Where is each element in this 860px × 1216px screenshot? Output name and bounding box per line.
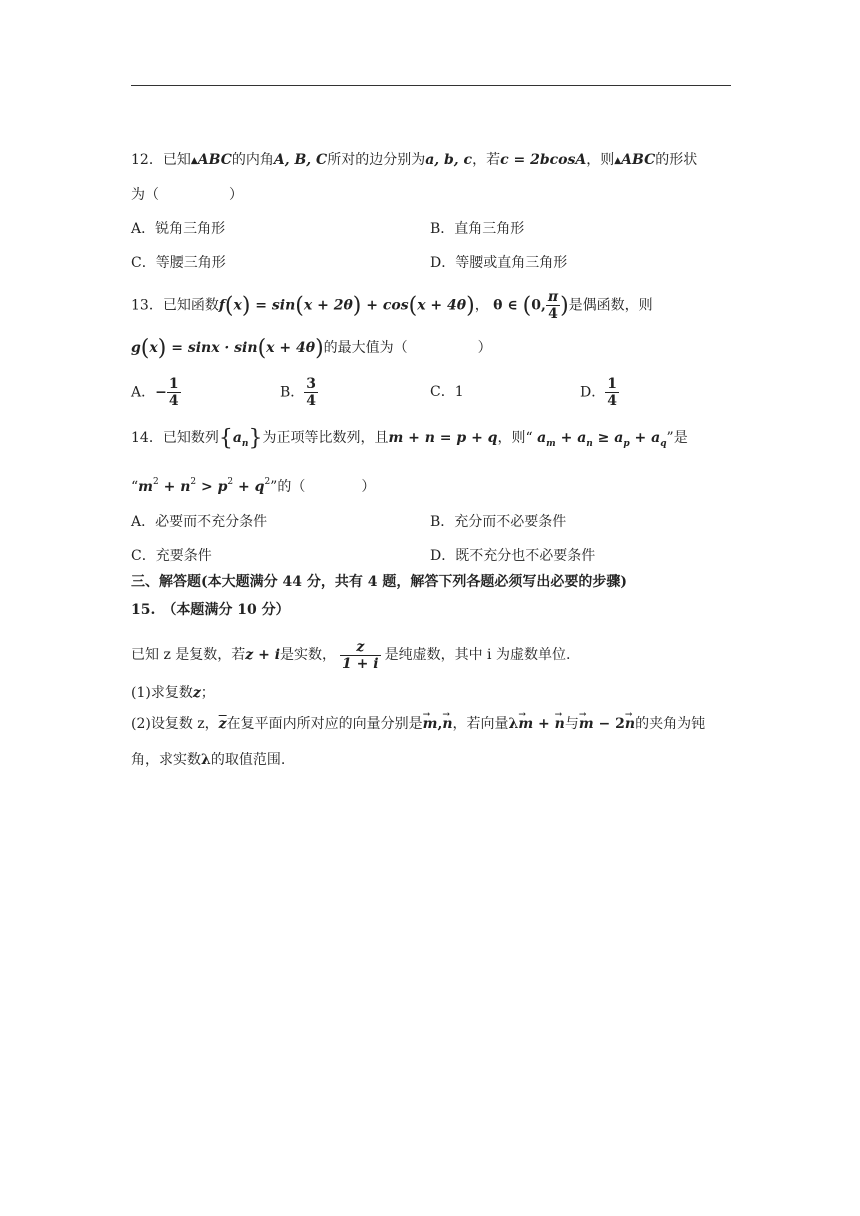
q14-stem-line2: “$m^2 + n^2 > p^2 + q^2$”的（ ） — [131, 477, 376, 495]
q12-option-c: C．等腰三角形 — [131, 255, 226, 271]
q12-stem-line2: 为（ ） — [131, 187, 243, 203]
q13-option-c: C．1 — [430, 384, 464, 400]
triangle-icon: ▲ — [190, 156, 198, 166]
z-over-1-plus-i-fraction: $\frac{z}{1 + i}$ — [342, 638, 379, 672]
q13-option-a: A．− $\frac{1}{4}$ — [131, 376, 179, 409]
q13-option-b: B． $\frac{3}{4}$ — [280, 376, 317, 409]
q13-stem-line1: 13．已知函数f(x) = sin(x + 2θ) + cos(x + 4θ)， θ ∈ (0, $\frac{\pi}{4}$ )是偶函数，则 — [131, 289, 653, 322]
section-heading: 三、解答题(本大题满分 44 分，共有 4 题，解答下列各题必须写出必要的步骤) — [131, 574, 627, 590]
q13-stem-line2: g(x) = sinx · sin(x + 4θ)的最大值为（ ） — [131, 336, 492, 361]
q14-option-b: B．充分而不必要条件 — [430, 514, 567, 530]
q14-option-c: C．充要条件 — [131, 548, 212, 564]
q15-part2-line1: (2)设复数 z，$\overline{z}$在复平面内所对应的向量分别是→ m,→ n，若向量λ→ m + → n与→ m − 2→ n的夹角为钝 — [131, 714, 705, 734]
q15-stem-line1: 已知 z 是复数，若z + i是实数， $\frac{z}{1 + i}$ 是纯虚数，其中 i 为虚数单位. — [131, 638, 571, 672]
q15-part2-line2: 角，求实数λ的取值范围. — [131, 752, 286, 768]
triangle-icon: ▲ — [614, 156, 622, 166]
q14-option-d: D．既不充分也不必要条件 — [430, 548, 596, 564]
q12-option-a: A．锐角三角形 — [131, 221, 226, 237]
q15-part1: (1)求复数z； — [131, 685, 215, 701]
q13-option-d: D． $\frac{1}{4}$ — [580, 376, 617, 409]
header-rule — [131, 85, 731, 86]
pi-over-4-fraction: $\frac{\pi}{4}$ — [547, 289, 559, 322]
q12-option-d: D．等腰或直角三角形 — [430, 255, 568, 271]
q12-stem-line1: 12．已知▲ABC的内角A, B, C所对的边分别为a, b, c，若c = 2bcosA，则▲ABC的形状 — [131, 152, 698, 168]
q12-option-b: B．直角三角形 — [430, 221, 525, 237]
q14-option-a: A．必要而不充分条件 — [131, 514, 268, 530]
q15-title: 15. （本题满分 10 分） — [131, 602, 290, 618]
q14-stem-line1: 14．已知数列$\{a_n\}$为正项等比数列，且m + n = p + q，则“ $a_m + a_n \ge a_p + a_q$”是 — [131, 426, 688, 451]
